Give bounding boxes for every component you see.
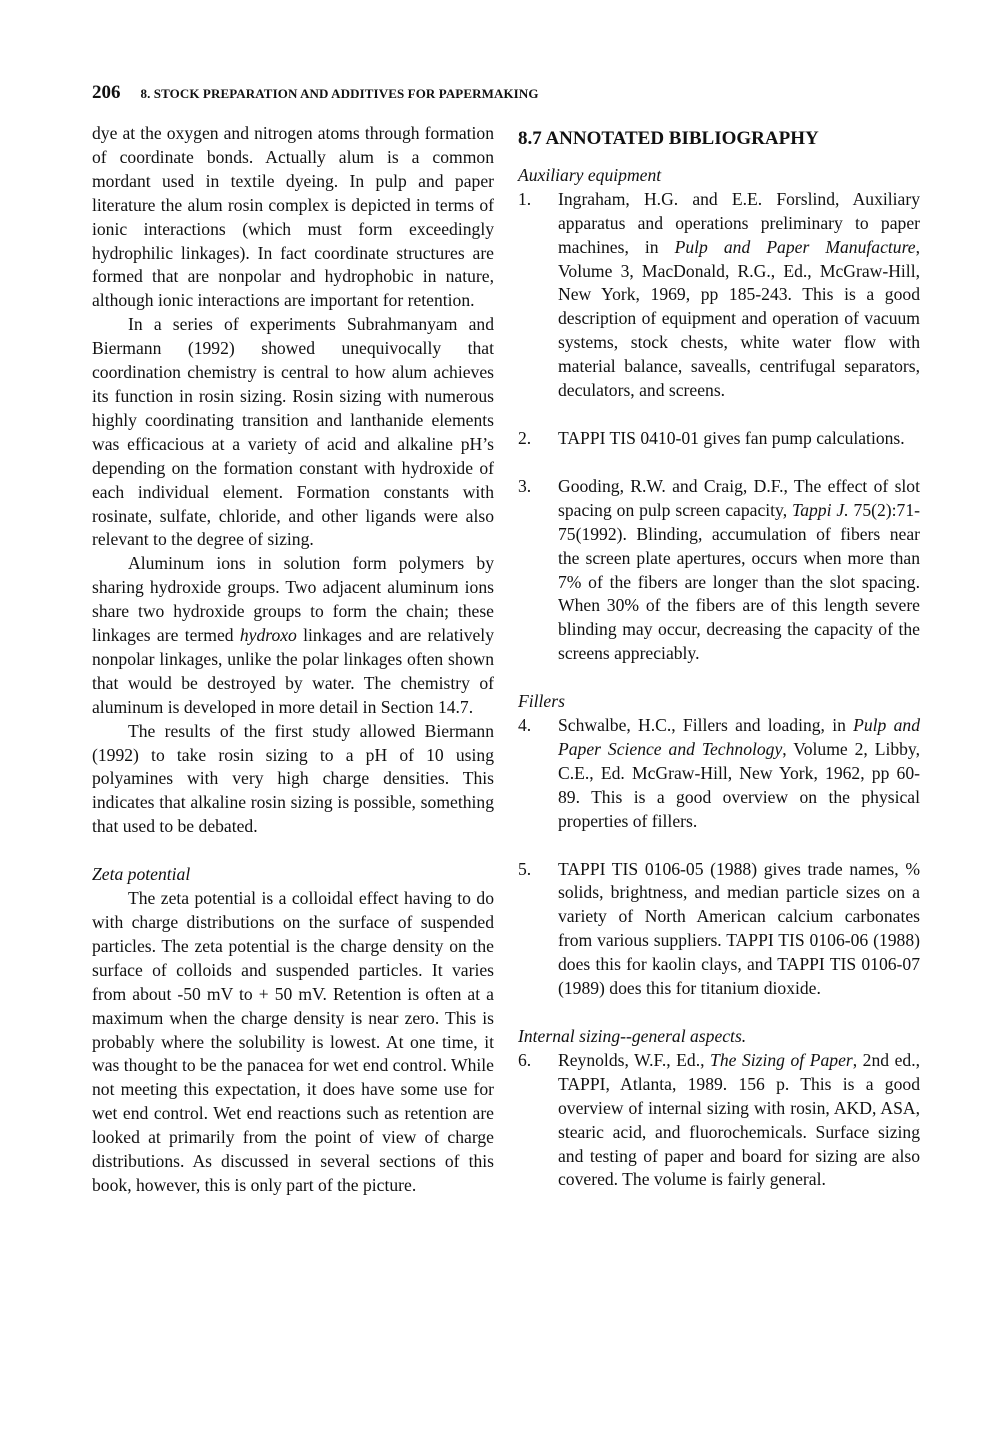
entry-number: 1. (518, 188, 532, 209)
entry-number: 2. (518, 427, 532, 448)
entry-text: TAPPI TIS 0410-01 gives fan pump calculations. (558, 427, 905, 448)
right-column (518, 122, 920, 1192)
page-number: 206 (92, 82, 121, 103)
bibliography-entry (518, 475, 920, 666)
paragraph: Aluminum ions in solution form polymers by sharing hydroxide groups. Two adjacent aluminum ions share two hydroxide groups to form the chain; these linkages are termed hydroxo linkages and are relatively nonpolar linkages, unlike the polar linkages often shown that would be destroyed by water. The chemistry of aluminum is developed in more detail in Section 14.7. (92, 553, 494, 717)
entry-text: Ingraham, H.G. and E.E. Forslind, Auxiliary apparatus and operations preliminary to paper machines, in Pulp and Paper Manufacture, Volume 3, MacDonald, R.G., Ed., McGraw-Hill, New York, 1969, pp 185-243. This is a good description of equipment and operation of vacuum systems, stock chests, white water flow with material balance, savealls, centrifugal separators, deculators, and screens. (558, 188, 920, 401)
running-head: 8. STOCK PREPARATION AND ADDITIVES FOR PAPERMAKING (140, 86, 539, 101)
entry-text: Reynolds, W.F., Ed., The Sizing of Paper, 2nd ed., TAPPI, Atlanta, 1989. 156 p. This is a good overview of internal sizing with rosin, AKD, ASA, stearic acid, and fluorochemicals. Surface sizing and testing of paper and board for sizing are also covered. The volume is fairly general. (558, 1049, 920, 1190)
subheading-zeta-potential: Zeta potential (92, 864, 191, 885)
subheading-internal-sizing: Internal sizing--general aspects. (518, 1026, 747, 1046)
entry-number: 6. (518, 1049, 532, 1070)
paragraph: In a series of experiments Subrahmanyam and Biermann (1992) showed unequivocally that coordination chemistry is central to how alum achieves its function in rosin sizing. Rosin sizing with numerous highly coordinating transition and lanthanide elements was efficacious at a variety of acid and alkaline pH’s depending on the formation constant with hydroxide of each individual element. Formation constants with rosinate, sulfate, chloride, and other ligands were also relevant to the degree of sizing. (92, 314, 494, 550)
entry-text: Gooding, R.W. and Craig, D.F., The effect of slot spacing on pulp screen capacity, Tappi J. 75(2):71-75(1992). Blinding, accumulation of fibers near the screen plate apertures, occurs when more than 7% of the fibers are longer than the slot spacing. When 30% of the fibers are of this length severe blinding may occur, decreasing the capacity of the screens appreciably. (558, 475, 920, 664)
section-title: 8.7 ANNOTATED BIBLIOGRAPHY (518, 128, 819, 149)
emphasis: hydroxo (239, 625, 297, 646)
paragraph: The results of the first study allowed Biermann (1992) to take rosin sizing to a pH of 10 using polyamines with very high charge densities. This indicates that alkaline rosin sizing is possible, something that used to be debated. (92, 720, 494, 837)
left-column (92, 122, 494, 1198)
entry-text: Schwalbe, H.C., Fillers and loading, in Pulp and Paper Science and Technology, Volume 2, Libby, C.E., Ed. McGraw-Hill, New York, 1962, pp 60-89. This is a good overview on the physical properties of fillers. (558, 715, 920, 831)
page-header (92, 82, 922, 106)
entry-number: 5. (518, 858, 532, 879)
entry-text: TAPPI TIS 0106-05 (1988) gives trade names, % solids, brightness, and median particle sizes on a variety of North American calcium carbonates from various suppliers. TAPPI TIS 0106-06 (1988) does this for kaolin clays, and TAPPI TIS 0106-07 (1989) does this for titanium dioxide. (558, 858, 920, 999)
bibliography-entry (518, 714, 920, 834)
subheading-auxiliary-equipment: Auxiliary equipment (518, 164, 662, 185)
entry-number: 4. (518, 715, 532, 736)
bibliography-entry (518, 858, 920, 1001)
paragraph: dye at the oxygen and nitrogen atoms through formation of coordinate bonds. Actually alum is a common mordant used in textile dyeing. In pulp and paper literature the alum rosin complex is depicted in terms of ionic interactions (which must form exceedingly hydrophilic linkages). In fact coordinate structures are formed that are nonpolar and hydrophobic in nature, although ionic interactions are important for retention. (92, 123, 494, 311)
paragraph: The zeta potential is a colloidal effect having to do with charge distributions on the surface of suspended particles. The zeta potential is the charge density on the surface of colloids and suspended particles. It varies from about -50 mV to + 50 mV. Retention is often at a maximum when the charge density is near zero. This is probably where the solubility is lowest. At one time, it was thought to be the panacea for wet end control. While not meeting this expectation, it does have some use for wet end control. Wet end reactions such as retention are looked at primarily from the point of view of charge distributions. As discussed in several sections of this book, however, this is only part of the picture. (92, 888, 494, 1195)
entry-number: 3. (518, 475, 532, 496)
bibliography-entry (518, 427, 920, 451)
bibliography-entry (518, 188, 920, 403)
bibliography-entry (518, 1049, 920, 1192)
subheading-fillers: Fillers (518, 691, 565, 712)
